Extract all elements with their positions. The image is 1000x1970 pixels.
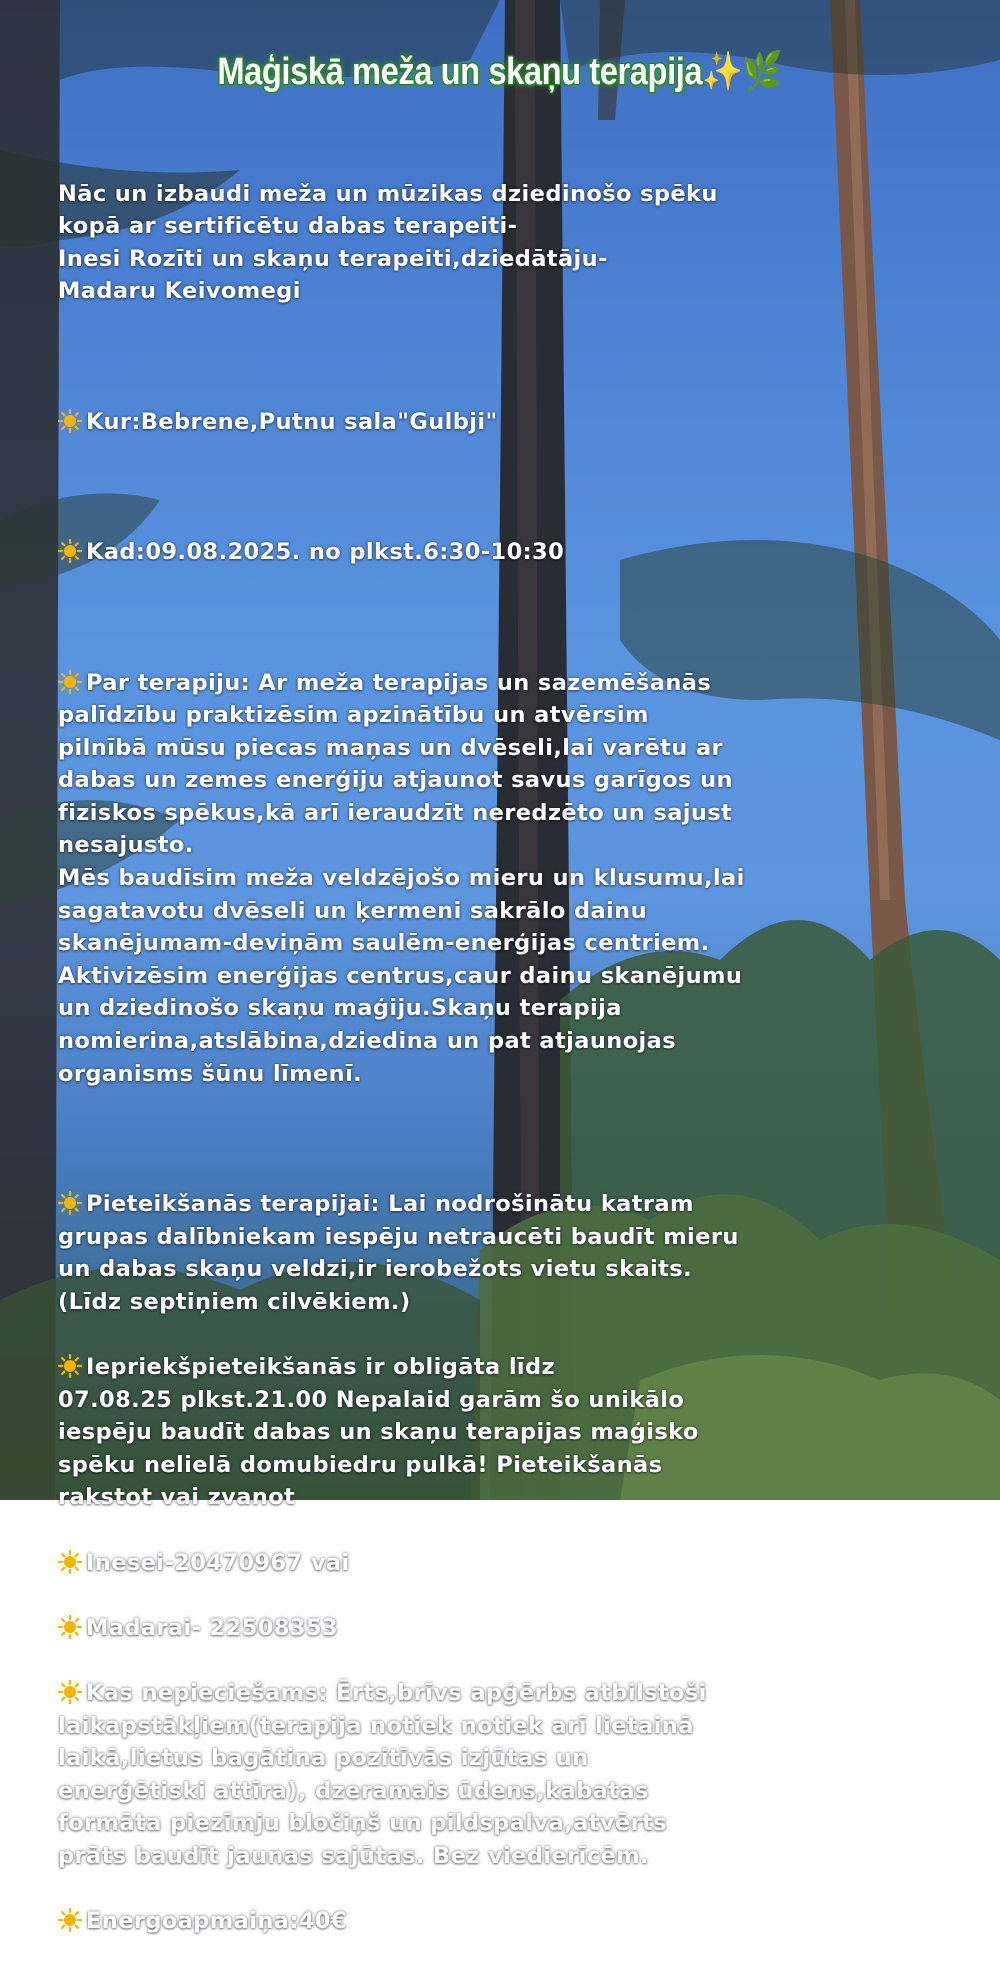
- location-text: Kur:Bebrene,Putnu sala"Gulbji": [86, 408, 498, 435]
- contact-inese-text: Inesei-20470967 vai: [86, 1549, 350, 1576]
- sparkles-leaf-icon: ✨🌿: [702, 51, 783, 93]
- sun-icon: [58, 1191, 82, 1215]
- registration-text: Pieteikšanās terapijai: Lai nodrošinātu katram grupas dalībniekam iespēju netraucēti baudīt mieru un dabas skaņu veldzi,ir ierobežots vietu skaits. (Līdz septiņiem cilvēkiem.): [58, 1191, 739, 1315]
- preregistration-section: [58, 1351, 988, 1514]
- sun-icon: [58, 1550, 82, 1574]
- sun-icon: [58, 1680, 82, 1704]
- location-line: [58, 406, 988, 439]
- needs-text: Kas nepieciešams: Ērts,brīvs apģērbs atbilstoši laikapstākļiem(terapija notiek notiek arī lietainā laikā,lietus bagātina pozitīvās izjūtas un enerģētiski attīra), dzeramais ūdens,kabatas formāta piezīmju bločiņš un pildspalva,atvērts prāts baudīt jaunas sajūtas. Bez viedierīcēm.: [58, 1679, 707, 1869]
- fee-line: [58, 1905, 988, 1938]
- contact-inese: [58, 1547, 988, 1580]
- about-section: [58, 667, 988, 1091]
- preregistration-text: Iepriekšpieteikšanās ir obligāta līdz 07.08.25 plkst.21.00 Nepalaid garām šo unikālo iespēju baudīt dabas un skaņu terapijas maģisko spēku nelielā domubiedru pulkā! Pieteikšanās rakstot vai zvanot: [58, 1353, 699, 1511]
- about-text: Par terapiju: Ar meža terapijas un sazemēšanās palīdzību praktizēsim apzinātību un atvērsim pilnībā mūsu piecas maņas un dvēseli,lai varētu ar dabas un zemes enerģiju atjaunot savus garīgos un fiziskos spēkus,kā arī ieraudzīt neredzēto un sajust nesajusto. Mēs baudīsim meža veldzējošo mieru un klusumu,lai sagatavotu dvēseli un ķermeni sakrālo dainu skanējumam-deviņām saulēm-enerģijas centriem. Aktivizēsim enerģijas centrus,caur dainu skanējumu un dziedinošo skaņu maģiju.Skaņu terapija nomierina,atslābina,dziedina un pat atjaunojas organisms šūnu līmenī.: [58, 669, 745, 1087]
- sun-icon: [58, 1615, 82, 1639]
- sun-icon: [58, 670, 82, 694]
- fee-text: Energoapmaiņa:40€: [86, 1908, 347, 1935]
- title-text: Maģiskā meža un skaņu terapija: [217, 51, 703, 93]
- sun-icon: [58, 1908, 82, 1932]
- date-line: [58, 536, 988, 569]
- contact-madara-text: Madarai- 22508353: [86, 1614, 339, 1641]
- sun-icon: [58, 409, 82, 433]
- registration-section: [58, 1188, 988, 1318]
- poster-title: [70, 50, 930, 94]
- contact-madara: [58, 1612, 988, 1645]
- sun-icon: [58, 539, 82, 563]
- sun-icon: [58, 1354, 82, 1378]
- poster-body: [58, 145, 988, 1970]
- intro-text: Nāc un izbaudi meža un mūzikas dziedinošo spēku kopā ar sertificētu dabas terapeiti- Inesi Rozīti un skaņu terapeiti,dziedātāju- Madaru Keivomegi: [58, 180, 718, 305]
- date-text: Kad:09.08.2025. no plkst.6:30-10:30: [86, 539, 565, 566]
- needs-section: [58, 1677, 988, 1873]
